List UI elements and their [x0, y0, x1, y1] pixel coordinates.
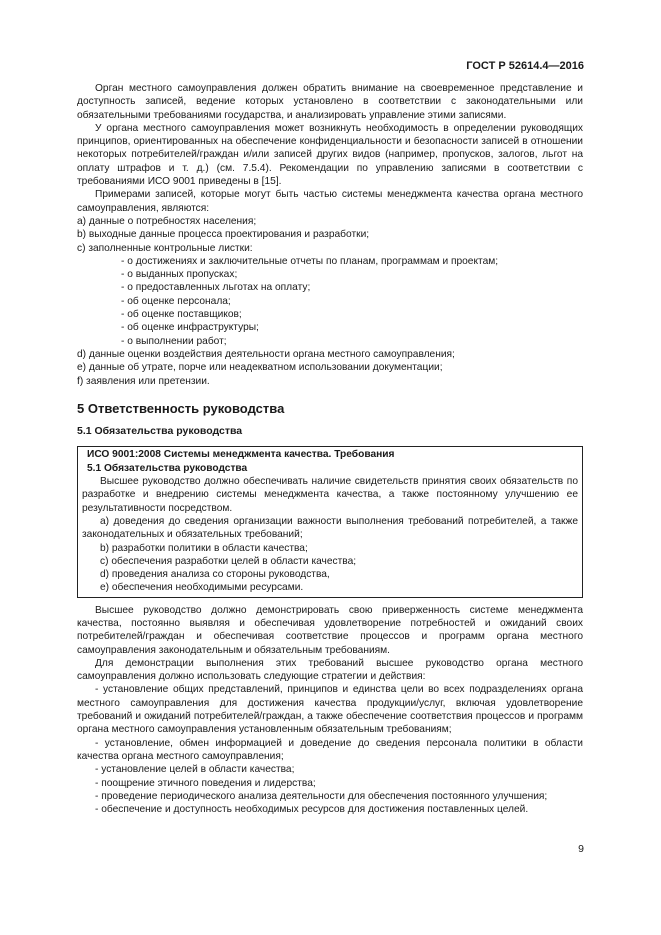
paragraph: Высшее руководство должно демонстрировать свою приверженность системе менеджмента качества, постоянно выявляя и обеспечивая удовлетворение потребностей и ожиданий своих потребителей/граждан и обеспечивая соответствие процессов и программ органа местного самоуправления законодательным и обязательным требованиям. [77, 604, 583, 656]
document-id: ГОСТ Р 52614.4—2016 [466, 60, 584, 72]
sub-list-item: - о выполнении работ; [121, 335, 227, 347]
quoted-standard-box [77, 446, 583, 597]
sub-list-item: - об оценке персонала; [121, 295, 231, 307]
paragraph: У органа местного самоуправления может возникнуть необходимость в определении руководящих принципов, ориентированных на обеспечение конфиденциальности и безопасности записей в отношении некоторых потребителей/граждан и/или записей других видов (например, пропусков, залогов, льгот на оплату штрафов и т. д.) (см. 7.5.4). Рекомендации по управлению записями в соответствии с требованиями ИСО 9001 приведены в [15]. [77, 122, 583, 188]
paragraph: Для демонстрации выполнения этих требований высшее руководство органа местного самоуправления должно использовать следующие стратегии и действия: [77, 657, 583, 683]
list-item: e) данные об утрате, порче или неадекватном использовании документации; [77, 362, 443, 374]
dash-item: - установление общих представлений, принципов и единства цели во всех подразделениях органа местного самоуправления для достижения качества продукции/услуг, включая удовлетворение требований и ожиданий потребителей/граждан, а также обеспечение соответствия процессов и программ органа местного самоуправления установленным обязательным требованиям; [77, 684, 583, 736]
page-number: 9 [578, 843, 584, 855]
box-subtitle: 5.1 Обязательства руководства [87, 462, 248, 474]
dash-item: - установление целей в области качества; [95, 764, 295, 776]
list-item: c) заполненные контрольные листки: [77, 242, 253, 254]
dash-item: - проведение периодического анализа деятельности для обеспечения постоянного улучшения; [95, 790, 548, 802]
list-item: d) данные оценки воздействия деятельности органа местного самоуправления; [77, 348, 455, 360]
page-content [77, 82, 583, 816]
paragraph: Примерами записей, которые могут быть частью системы менеджмента качества органа местного самоуправления, являются: [77, 189, 583, 214]
box-paragraph: Высшее руководство должно обеспечивать наличие свидетельств принятия своих обязательств по разработке и внедрению системы менеджмента качества, а также постоянному улучшению ее результативности посредством. [82, 476, 578, 514]
dash-item: - обеспечение и доступность необходимых ресурсов для достижения поставленных целей. [95, 804, 529, 816]
list-item: f) заявления или претензии. [77, 375, 210, 387]
box-list-item: b) разработки политики в области качества; [100, 542, 308, 554]
sub-list-item: - о предоставленных льготах на оплату; [121, 282, 311, 294]
list-item: a) данные о потребностях населения; [77, 215, 257, 227]
sub-list-item: - об оценке поставщиков; [121, 309, 242, 321]
box-list-item: d) проведения анализа со стороны руководства, [100, 569, 330, 581]
box-list-item: e) обеспечения необходимыми ресурсами. [100, 582, 304, 594]
box-title: ИСО 9001:2008 Системы менеджмента качества. Требования [87, 449, 395, 461]
box-list-item: а) доведения до сведения организации важности выполнения требований потребителей, а также законодательных и обязательных требований; [82, 515, 578, 541]
dash-item: - установление, обмен информацией и доведение до сведения персонала политики в области качества органа местного самоуправления; [77, 737, 583, 762]
sub-list-item: - о достижениях и заключительные отчеты по планам, программам и проектам; [121, 255, 499, 267]
section-heading: 5 Ответственность руководства [77, 400, 285, 416]
sub-list-item: - об оценке инфраструктуры; [121, 322, 259, 334]
list-item: b) выходные данные процесса проектирования и разработки; [77, 229, 370, 241]
dash-item: - поощрение этичного поведения и лидерства; [95, 777, 316, 789]
subsection-heading: 5.1 Обязательства руководства [77, 425, 243, 438]
sub-list-item: - о выданных пропусках; [121, 269, 238, 281]
box-list-item: c) обеспечения разработки целей в области качества; [100, 555, 357, 567]
paragraph: Орган местного самоуправления должен обратить внимание на своевременное представление и доступность записей, ведение которых установлено в соответствии с законодательными или обязательными требованиями государства, и анализировать управление этими записями. [77, 83, 583, 121]
